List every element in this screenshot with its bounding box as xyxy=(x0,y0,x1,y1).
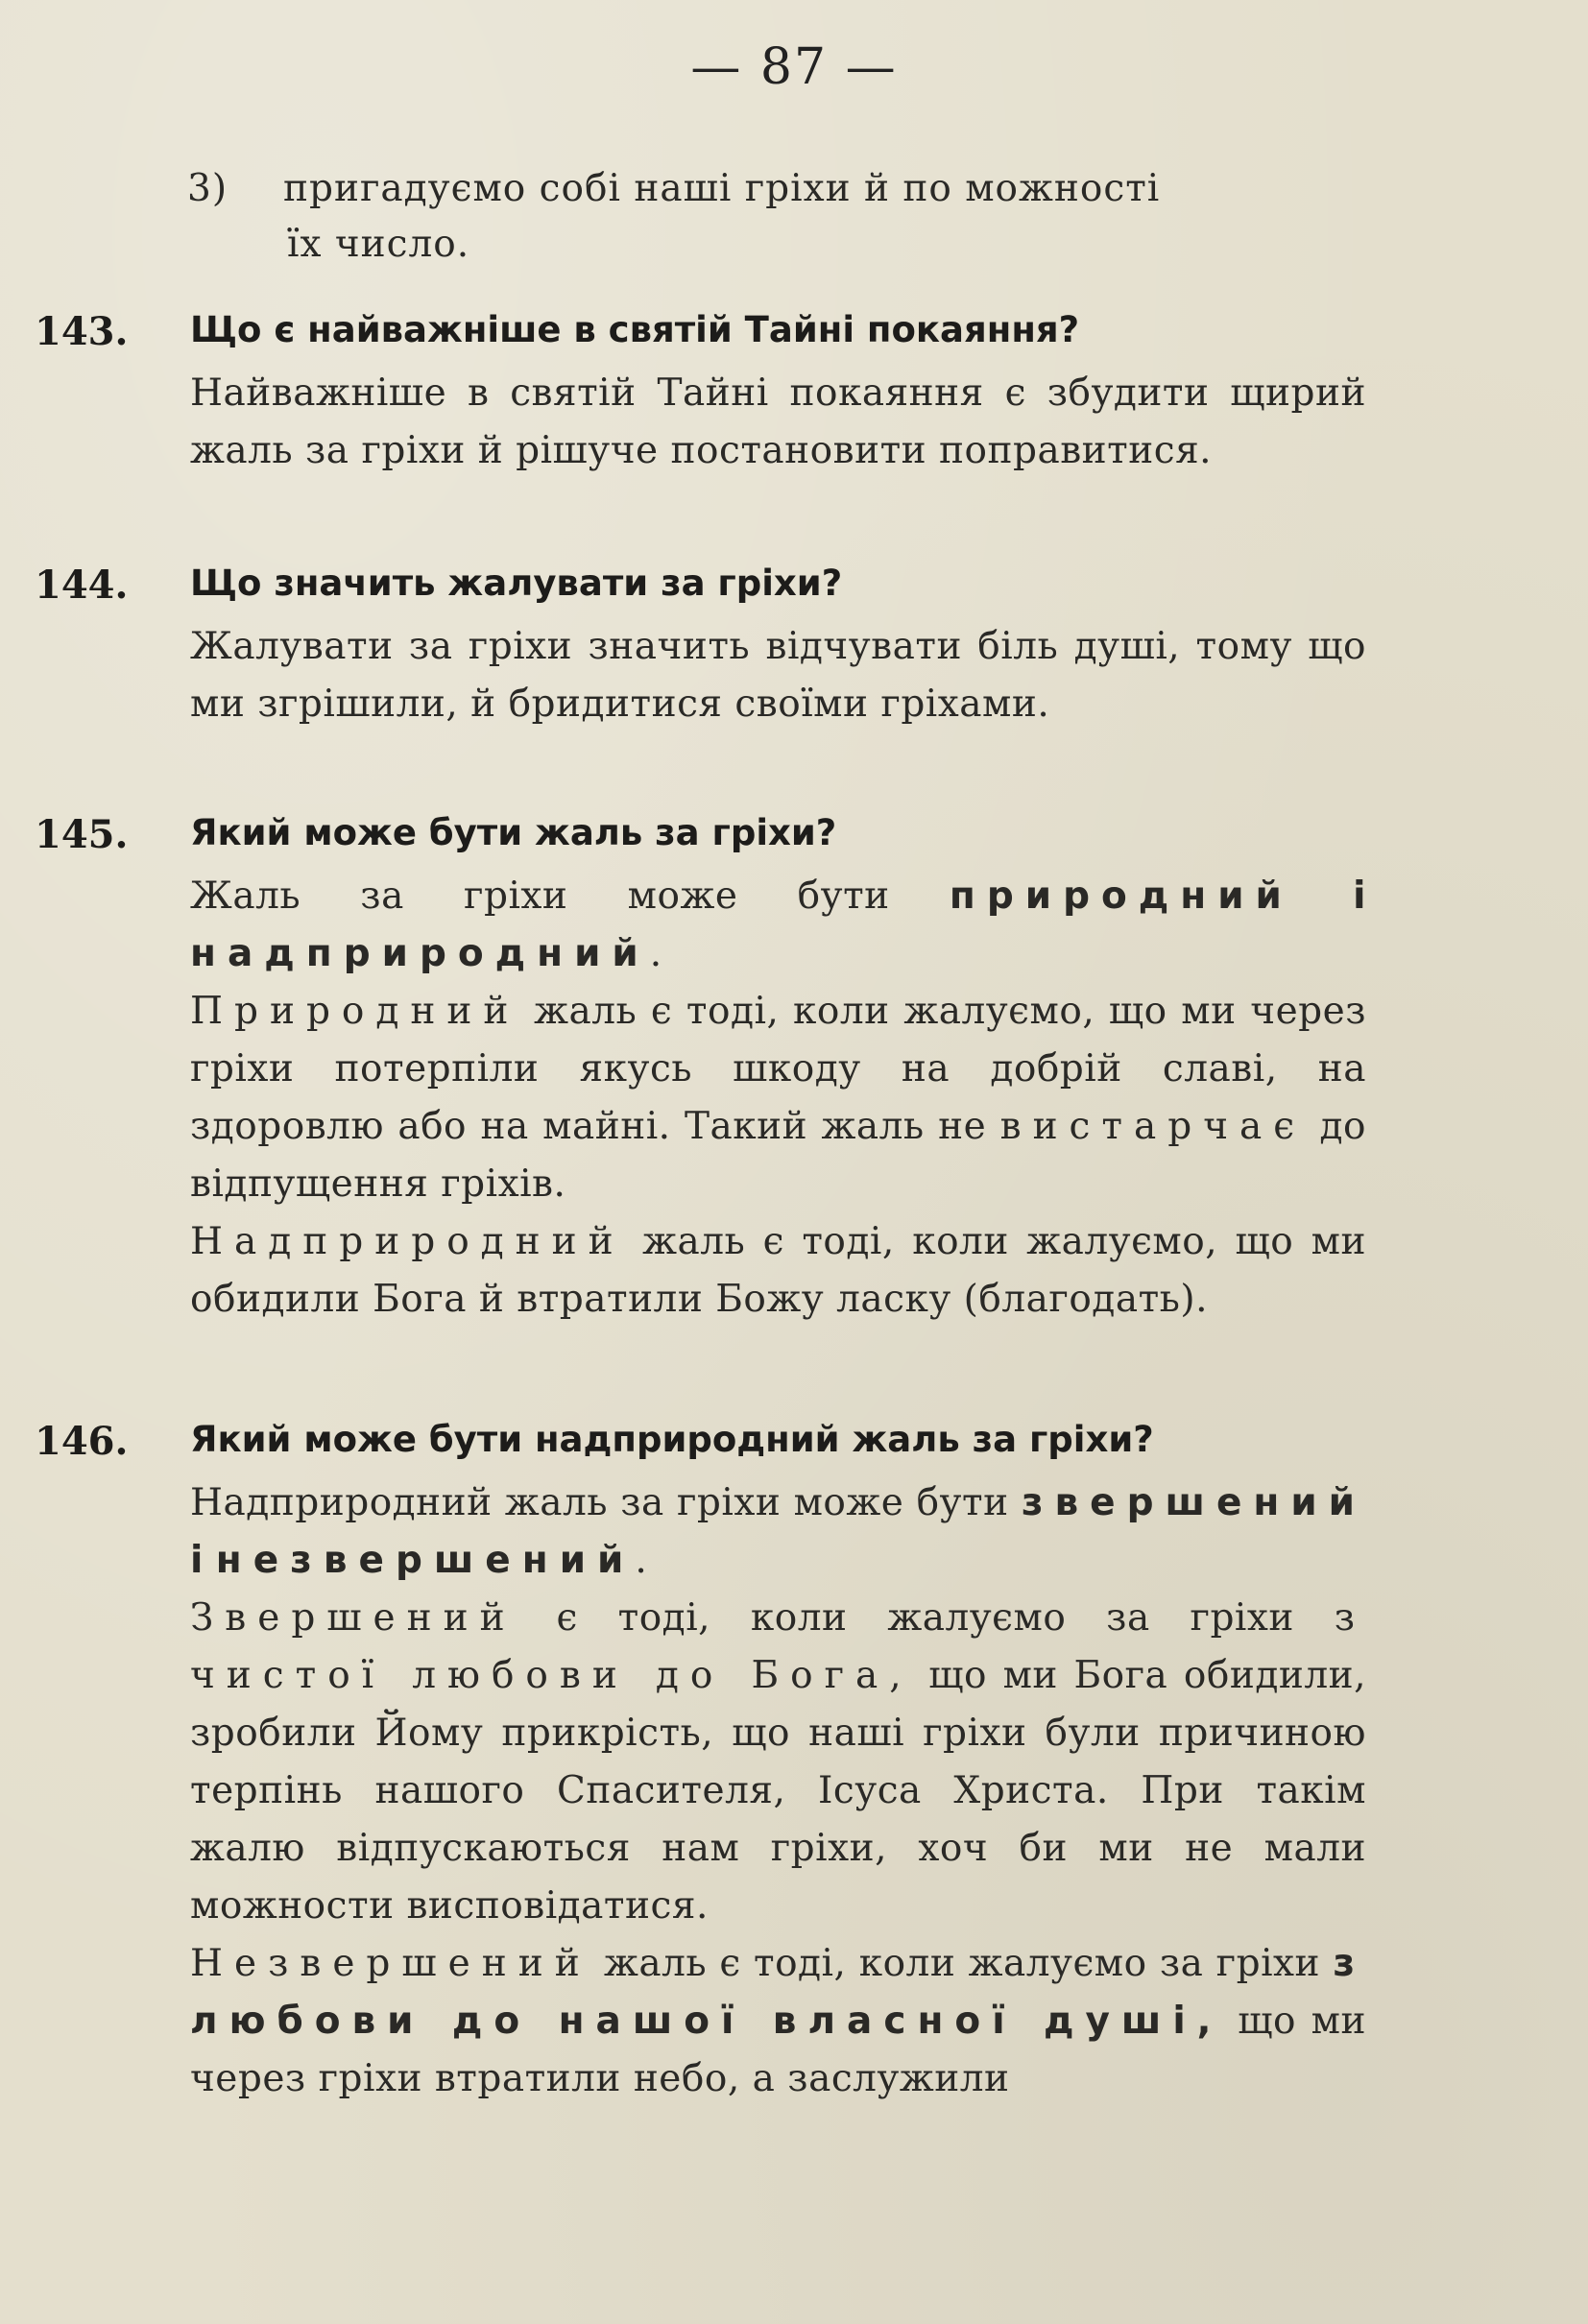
answer-intro: Жаль за гріхи може бути xyxy=(190,874,890,918)
spaced-phrase: з чистої любови до Бога, xyxy=(190,1596,1366,1697)
question-text: Який може бути надприродний жаль за гріхи? xyxy=(190,1419,1154,1460)
question-text: Що значить жалувати за гріхи? xyxy=(190,563,843,604)
perfect-text-b: що ми Бога обидили, зробили Йому прикрість, що наші гріхи були причиною терпінь нашого Спасителя, Ісуса Христа. При такім жалю відпускаються нам гріхи, хоч би ми не мали можности висповідатися. xyxy=(190,1654,1366,1928)
answer-text: Жалувати за гріхи значить відчувати біль душі, тому що ми згрішили, й бридитися своїми гріхами. xyxy=(190,625,1366,726)
natural-text-b: до відпущення гріхів. xyxy=(190,1105,1367,1206)
page-number: — 87 — xyxy=(690,38,898,96)
natural-text-a: жаль є тоді, коли жалуємо, що ми через гріхи потерпіли якусь шкоду на добрій славі, на здоровлю або на майні. Такий жаль не xyxy=(190,990,1366,1148)
spaced-phrase: з любови до нашої власної душі, xyxy=(190,1942,1366,2043)
answer-intro: Надприродний жаль за гріхи може бути xyxy=(190,1481,1009,1524)
perfect-paragraph xyxy=(190,1590,1366,1935)
term-perfect-def: Звершений xyxy=(190,1596,517,1640)
spaced-word: вистарчає xyxy=(999,1105,1307,1148)
answer xyxy=(190,618,1366,733)
imperfect-text-b: що ми через гріхи втратили небо, а заслужили xyxy=(190,2000,1367,2100)
term-imperfect: незвершений xyxy=(215,1539,636,1582)
answer-intro-paragraph: Жаль за гріхи може бути природний і надприродний. xyxy=(190,874,1366,975)
answer-text: Найважніше в святій Тайні покаяння є збудити щирий жаль за гріхи й рішуче постановити поправитися. xyxy=(190,371,1366,472)
term-natural: природний xyxy=(949,874,1293,918)
question-text: Що є найважніше в святій Тайні покаяння? xyxy=(190,309,1080,350)
term-natural-def: Природний xyxy=(190,990,520,1033)
question-number: 146. xyxy=(35,1419,129,1464)
question-number: 144. xyxy=(35,563,129,608)
answer xyxy=(190,1474,1366,2108)
conjunction: і xyxy=(1353,874,1366,918)
perfect-text-a: є тоді, коли жалуємо за гріхи xyxy=(556,1596,1294,1640)
answer xyxy=(190,868,1366,1329)
supernatural-paragraph xyxy=(190,1213,1366,1329)
answer xyxy=(190,365,1366,480)
continuation-line-1: пригадуємо собі наші гріхи й по можності xyxy=(283,167,1161,210)
term-perfect: звершений xyxy=(1021,1481,1366,1524)
item-number: 3) xyxy=(187,167,229,210)
continuation-item xyxy=(187,161,1160,273)
supernatural-text: жаль є тоді, коли жалуємо, що ми обидили Бога й втратили Божу ласку (благодать). xyxy=(190,1220,1366,1321)
continuation-line-2: їх число. xyxy=(287,223,470,266)
term-supernatural: надприродний xyxy=(190,932,650,975)
term-imperfect-def: Незвершений xyxy=(190,1942,591,1985)
question-text: Який може бути жаль за гріхи? xyxy=(190,812,837,853)
natural-paragraph xyxy=(190,983,1366,1213)
answer-intro-paragraph: Надприродний жаль за гріхи може бути звершений і незвершений. xyxy=(190,1481,1366,1582)
question-number: 143. xyxy=(35,309,129,354)
term-supernatural-def: Надприродний xyxy=(190,1220,625,1263)
imperfect-paragraph xyxy=(190,1935,1366,2108)
question-number: 145. xyxy=(35,812,129,857)
conjunction: і xyxy=(190,1539,204,1582)
imperfect-text-a: жаль є тоді, коли жалуємо за гріхи xyxy=(603,1942,1321,1985)
